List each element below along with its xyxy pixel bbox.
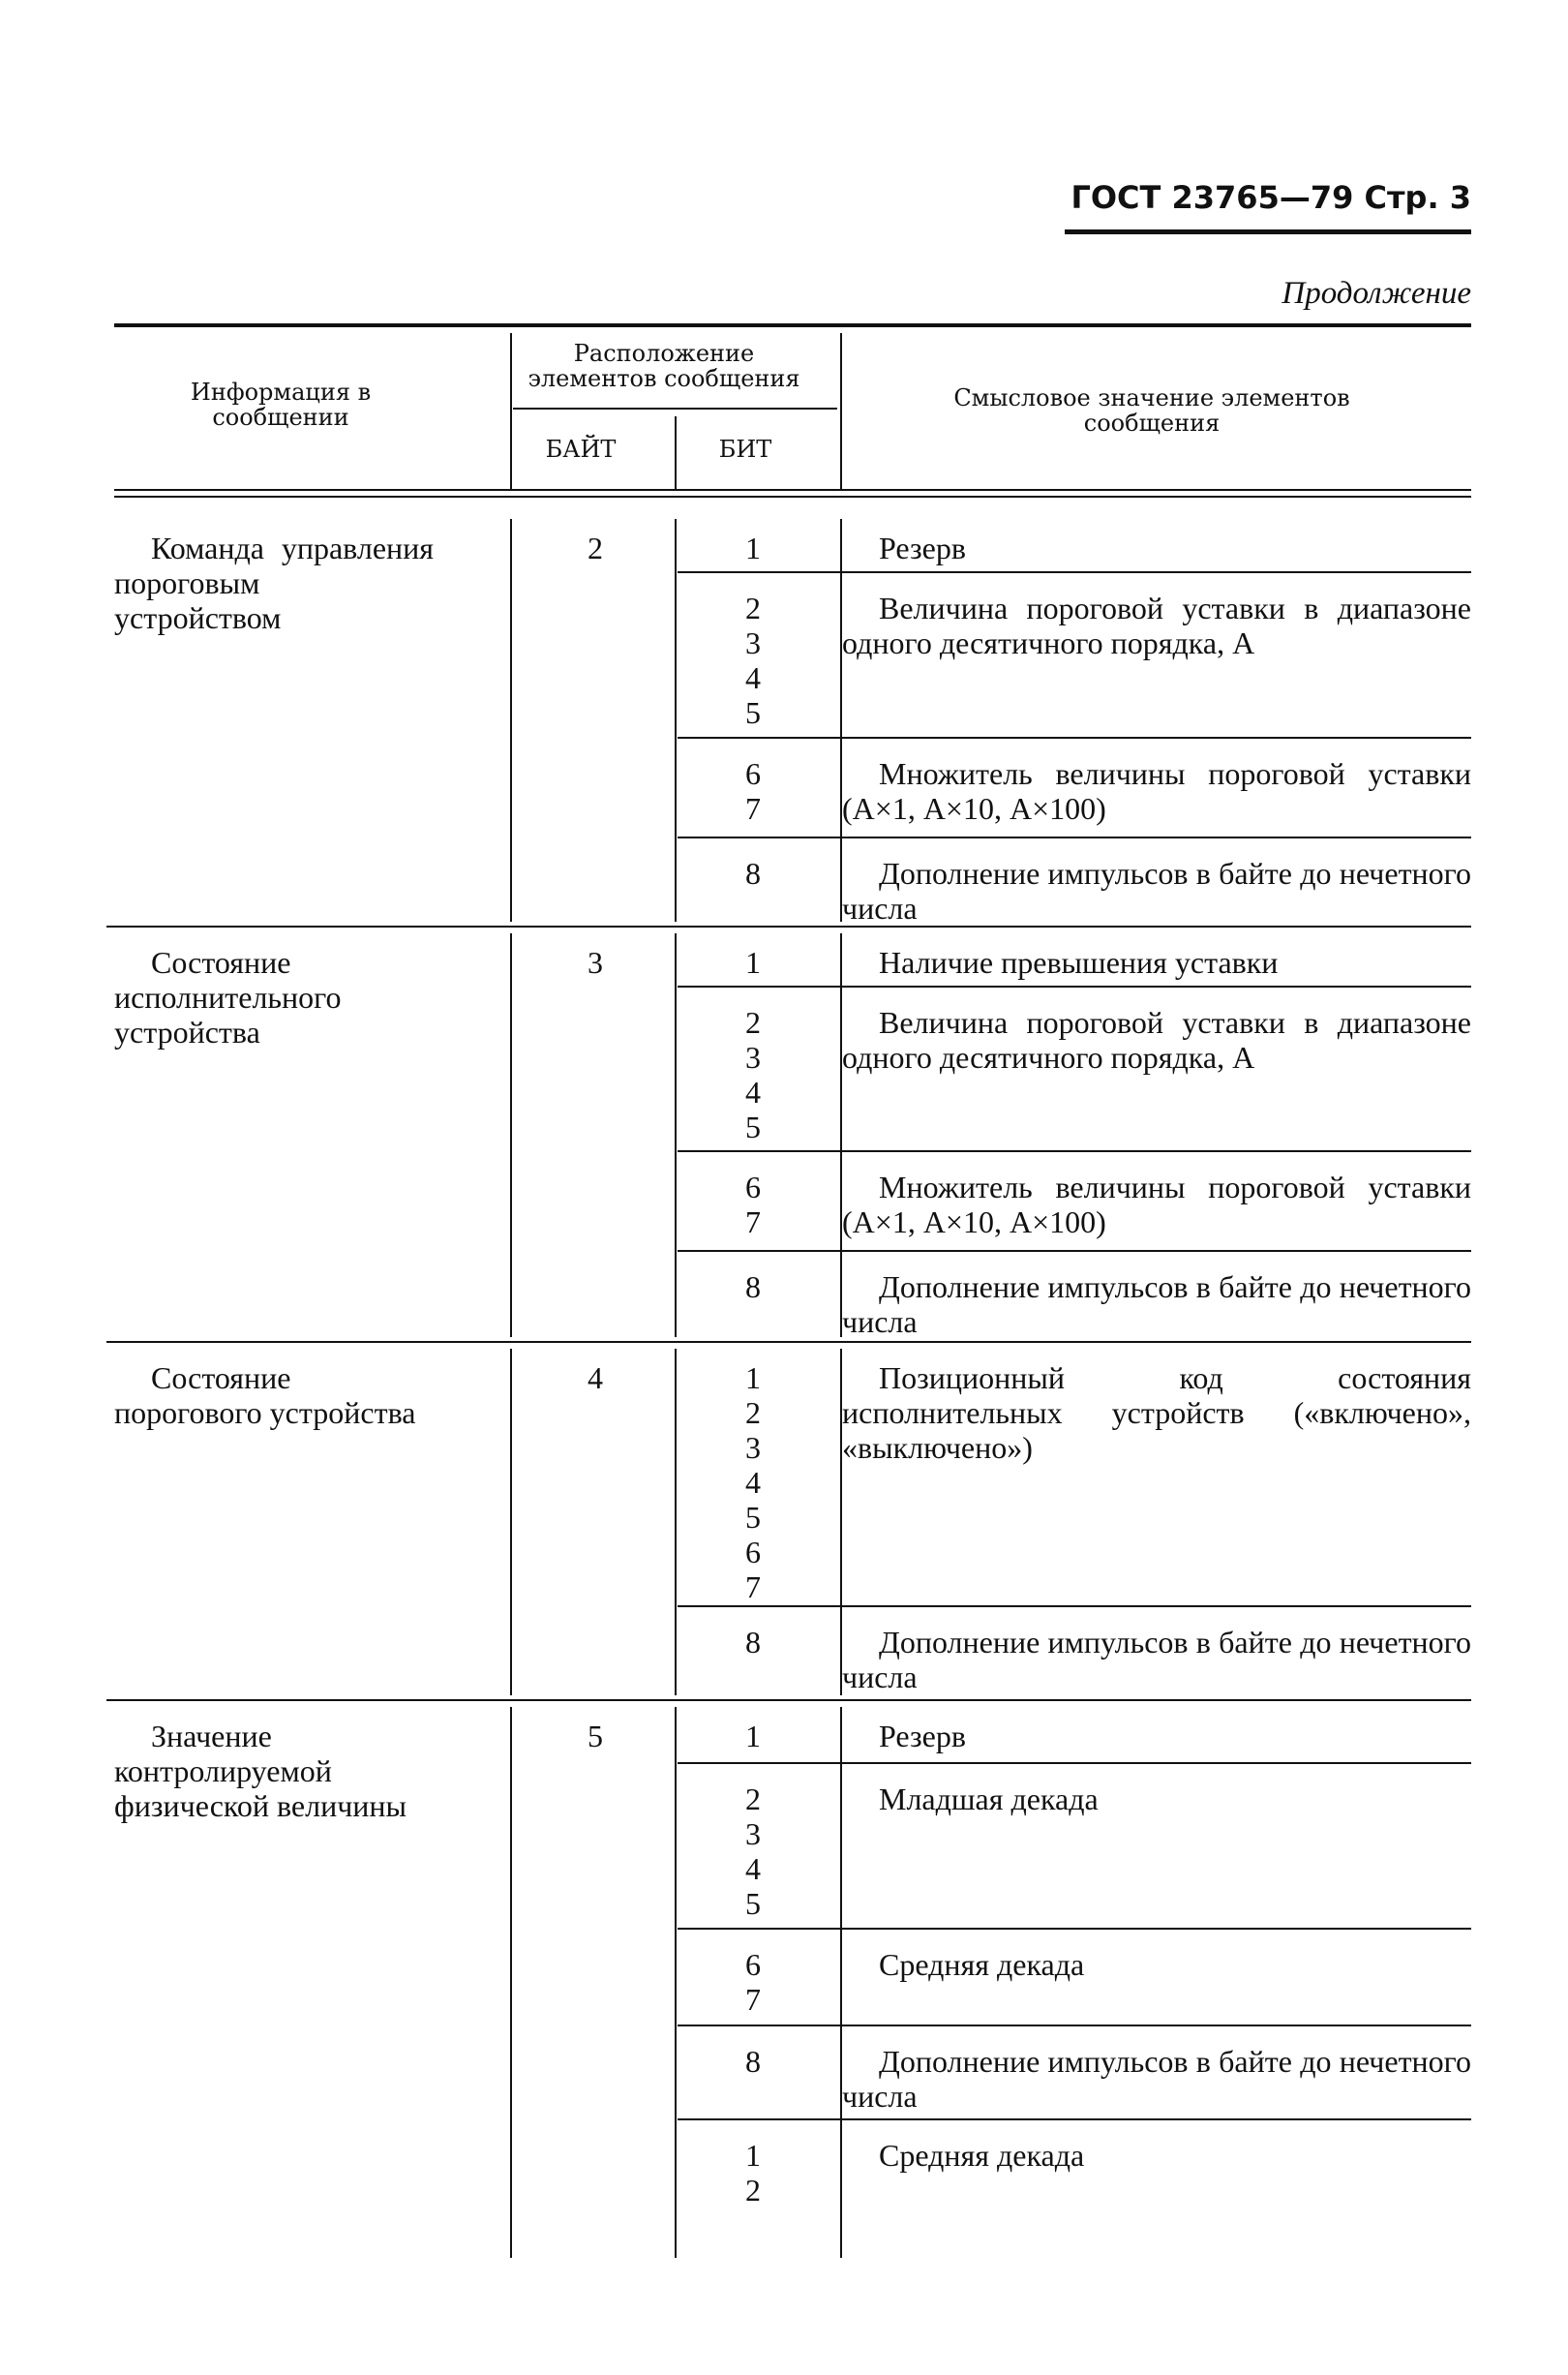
meaning-cell: Наличие превышения уставки — [879, 945, 1279, 980]
meaning-cell: Множитель величины пороговой уставки (А×1, А×10, А×100) — [842, 756, 1471, 826]
col-sep-info — [510, 933, 512, 1337]
bit-cell: 1 — [745, 531, 761, 565]
bit-row-separator — [678, 1150, 840, 1152]
meaning-row-separator — [842, 2118, 1471, 2120]
info-cell: Значение контролируемой физической величины — [114, 1719, 407, 1823]
bit-cell: 8 — [745, 1269, 761, 1304]
table-header-bottom-rule-2 — [114, 496, 1471, 498]
meaning-cell: Множитель величины пороговой уставки (А×1, А×10, А×100) — [842, 1170, 1471, 1239]
table-header-bottom-rule — [114, 489, 1471, 491]
meaning-cell: Дополнение импульсов в байте до нечетного числа — [842, 1269, 1471, 1339]
meaning-cell: Младшая декада — [879, 1781, 1099, 1816]
bit-row-separator — [678, 1928, 840, 1930]
group-separator — [106, 1341, 1471, 1343]
header-info: Информация в сообщении — [190, 379, 372, 431]
byte-cell: 2 — [588, 531, 603, 565]
header-meaning: Смысловое значение элементов сообщения — [953, 384, 1350, 437]
page-header: ГОСТ 23765—79 Стр. 3 — [1065, 179, 1471, 234]
bit-cell: 8 — [745, 856, 761, 891]
bit-cell: 1 — [745, 945, 761, 980]
group-separator — [106, 1699, 1471, 1701]
col-sep-info — [510, 519, 512, 922]
meaning-cell: Величина пороговой уставки в диапазоне одного десятичного порядка, А — [842, 1005, 1471, 1075]
bit-row-separator — [678, 1762, 840, 1764]
meaning-row-separator — [842, 986, 1471, 988]
byte-cell: 4 — [588, 1360, 603, 1395]
bit-row-separator — [678, 1250, 840, 1252]
byte-cell: 5 — [588, 1719, 603, 1753]
bit-row-separator — [678, 2118, 840, 2120]
meaning-cell: Дополнение импульсов в байте до нечетного числа — [842, 1625, 1471, 1694]
bit-cell: 2 3 4 5 — [745, 1005, 761, 1144]
bit-row-separator — [678, 2025, 840, 2026]
meaning-cell: Величина пороговой уставки в диапазоне одного десятичного порядка, А — [842, 591, 1471, 660]
header-col-sep-2 — [675, 416, 677, 489]
bit-row-separator — [678, 571, 840, 573]
col-sep-byte — [675, 519, 677, 922]
bit-row-separator — [678, 986, 840, 988]
byte-cell: 3 — [588, 945, 603, 980]
continuation-label: Продолжение — [1282, 276, 1471, 311]
bit-cell: 8 — [745, 2044, 761, 2079]
group-separator — [106, 926, 1471, 928]
bit-cell: 1 2 — [745, 2138, 761, 2208]
bit-cell: 8 — [745, 1625, 761, 1659]
meaning-cell: Дополнение импульсов в байте до нечетного числа — [842, 856, 1471, 926]
col-sep-info — [510, 1707, 512, 2258]
meaning-cell: Средняя декада — [879, 2138, 1085, 2173]
meaning-cell: Средняя декада — [879, 1947, 1085, 1982]
header-col-sep-3 — [840, 333, 842, 489]
header-byte: БАЙТ — [545, 436, 617, 463]
meaning-cell: Дополнение импульсов в байте до нечетного числа — [842, 2044, 1471, 2114]
meaning-row-separator — [842, 737, 1471, 739]
bit-cell: 2 3 4 5 — [745, 591, 761, 730]
col-sep-byte — [675, 1349, 677, 1695]
meaning-row-separator — [842, 1150, 1471, 1152]
table-top-rule — [114, 323, 1471, 327]
header-location: Расположение элементов сообщения — [528, 340, 800, 392]
meaning-row-separator — [842, 571, 1471, 573]
header-bit: БИТ — [718, 436, 772, 463]
meaning-row-separator — [842, 837, 1471, 838]
bit-row-separator — [678, 737, 840, 739]
col-sep-byte — [675, 1707, 677, 2258]
header-col-sep-1 — [510, 333, 512, 489]
col-sep-byte — [675, 933, 677, 1337]
info-cell: Команда управления пороговым устройством — [114, 531, 434, 635]
info-cell: Состояние порогового устройства — [114, 1360, 416, 1430]
meaning-row-separator — [842, 1250, 1471, 1252]
meaning-row-separator — [842, 1928, 1471, 1930]
bit-row-separator — [678, 1605, 840, 1607]
bit-cell: 6 7 — [745, 1170, 761, 1239]
bit-row-separator — [678, 837, 840, 838]
bit-cell: 6 7 — [745, 1947, 761, 2017]
meaning-row-separator — [842, 1605, 1471, 1607]
bit-cell: 1 — [745, 1719, 761, 1753]
meaning-row-separator — [842, 2025, 1471, 2026]
bit-cell: 2 3 4 5 — [745, 1781, 761, 1921]
col-sep-info — [510, 1349, 512, 1695]
meaning-cell: Позиционный код состояния исполнительных устройств («включено», «выключено») — [842, 1360, 1471, 1465]
meaning-cell: Резерв — [879, 1719, 966, 1753]
meaning-cell: Резерв — [879, 531, 966, 565]
info-cell: Состояние исполнительного устройства — [114, 945, 342, 1050]
bit-cell: 1 2 3 4 5 6 7 — [745, 1360, 761, 1604]
header-location-divider — [513, 408, 837, 410]
meaning-row-separator — [842, 1762, 1471, 1764]
bit-cell: 6 7 — [745, 756, 761, 826]
